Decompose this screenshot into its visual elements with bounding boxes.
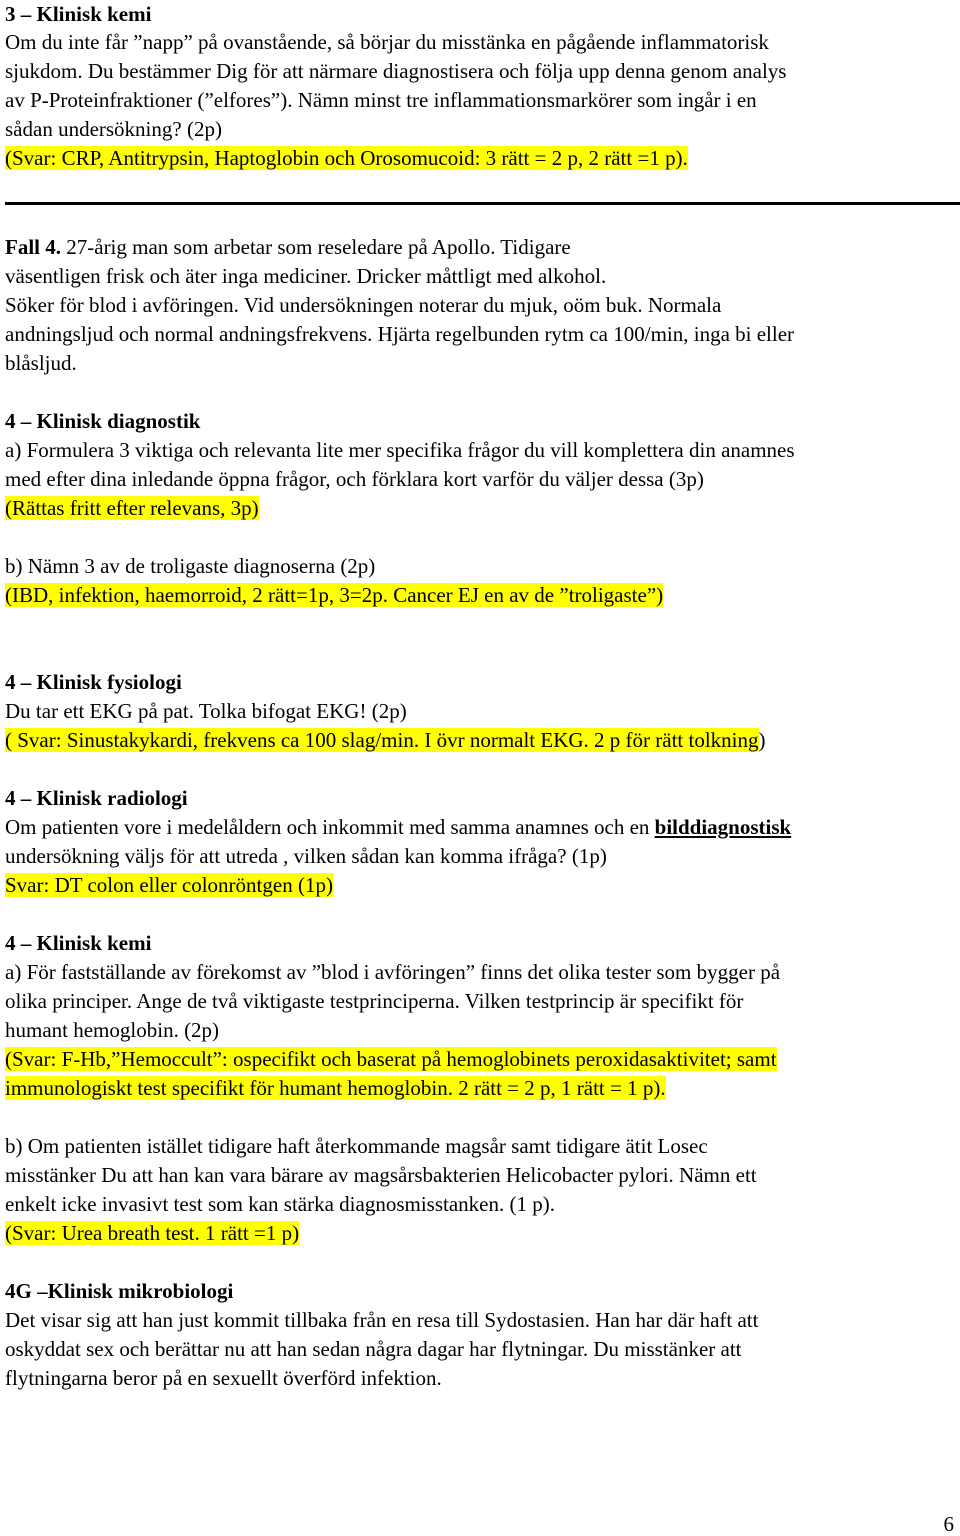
body-text: b) Nämn 3 av de troligaste diagnoserna (2p) bbox=[5, 554, 376, 578]
body-text: Om du inte får ”napp” på ovanstående, så börjar du misstänka en pågående inflammatorisk bbox=[5, 30, 769, 54]
answer-line bbox=[5, 1219, 299, 1248]
body-text: misstänker Du att han kan vara bärare av magsårsbakterien Helicobacter pylori. Nämn ett bbox=[5, 1163, 757, 1187]
section-heading: 4 – Klinisk kemi bbox=[5, 931, 152, 955]
answer-line bbox=[5, 871, 333, 900]
body-text: undersökning väljs för att utreda , vilken sådan kan komma ifråga? (1p) bbox=[5, 844, 607, 868]
body-text: blåsljud. bbox=[5, 351, 77, 375]
section-heading: 4 – Klinisk fysiologi bbox=[5, 670, 182, 694]
body-text: oskyddat sex och berättar nu att han sedan några dagar har flytningar. Du misstänker att bbox=[5, 1337, 742, 1361]
answer-highlight: (Svar: CRP, Antitrypsin, Haptoglobin och Orosomucoid: 3 rätt = 2 p, 2 rätt =1 p). bbox=[5, 146, 688, 170]
body-text-part: Om patienten vore i medelåldern och inkommit med samma anamnes och en bbox=[5, 815, 655, 839]
section-divider bbox=[5, 202, 960, 205]
case-label: Fall 4. bbox=[5, 235, 61, 259]
answer-line bbox=[5, 726, 766, 755]
body-text: Söker för blod i avföringen. Vid undersökningen noterar du mjuk, oöm buk. Normala bbox=[5, 293, 722, 317]
body-text: Det visar sig att han just kommit tillbaka från en resa till Sydostasien. Han har där haft att bbox=[5, 1308, 759, 1332]
body-text: av P-Proteinfraktioner (”elfores”). Nämn minst tre inflammationsmarkörer som ingår i en bbox=[5, 88, 757, 112]
answer-line bbox=[5, 144, 688, 173]
body-text: med efter dina inledande öppna frågor, och förklara kort varför du väljer dessa (3p) bbox=[5, 467, 704, 491]
answer-highlight: immunologiskt test specifikt för humant hemoglobin. 2 rätt = 2 p, 1 rätt = 1 p). bbox=[5, 1076, 666, 1100]
underlined-term: bilddiagnostisk bbox=[654, 815, 792, 839]
body-text: a) Formulera 3 viktiga och relevanta lite mer specifika frågor du vill komplettera din anamnes bbox=[5, 438, 795, 462]
answer-line bbox=[5, 581, 663, 610]
answer-highlight: ( Svar: Sinustakykardi, frekvens ca 100 slag/min. I övr normalt EKG. 2 p för rätt tolkning bbox=[5, 728, 759, 752]
body-text: sådan undersökning? (2p) bbox=[5, 117, 222, 141]
body-text: andningsljud och normal andningsfrekvens. Hjärta regelbunden rytm ca 100/min, inga bi eller bbox=[5, 322, 795, 346]
body-text: sjukdom. Du bestämmer Dig för att närmare diagnostisera och följa upp denna genom analys bbox=[5, 59, 787, 83]
answer-line bbox=[5, 494, 259, 523]
section-heading: 4 – Klinisk diagnostik bbox=[5, 409, 201, 433]
section-heading: 4 – Klinisk radiologi bbox=[5, 786, 188, 810]
body-text bbox=[5, 813, 791, 842]
body-text: väsentligen frisk och äter inga mediciner. Dricker måttligt med alkohol. bbox=[5, 264, 607, 288]
answer-highlight: (Svar: F-Hb,”Hemoccult”: ospecifikt och baserat på hemoglobinets peroxidasaktivitet; samt bbox=[5, 1047, 777, 1071]
answer-highlight: (IBD, infektion, haemorroid, 2 rätt=1p, 3=2p. Cancer EJ en av de ”troligaste”) bbox=[5, 583, 664, 607]
body-text: humant hemoglobin. (2p) bbox=[5, 1018, 220, 1042]
answer-highlight: (Svar: Urea breath test. 1 rätt =1 p) bbox=[5, 1221, 300, 1245]
answer-highlight: (Rättas fritt efter relevans, 3p) bbox=[5, 496, 259, 520]
answer-tail: ) bbox=[758, 728, 766, 752]
answer-line bbox=[5, 1045, 777, 1074]
page-number: 6 bbox=[943, 1512, 954, 1536]
answer-line bbox=[5, 1074, 666, 1103]
body-text: enkelt icke invasivt test som kan stärka diagnosmisstanken. (1 p). bbox=[5, 1192, 555, 1216]
answer-highlight: Svar: DT colon eller colonröntgen (1p) bbox=[5, 873, 333, 897]
body-text: a) För fastställande av förekomst av ”blod i avföringen” finns det olika tester som bygger på bbox=[5, 960, 781, 984]
body-text: 27-årig man som arbetar som reseledare på Apollo. Tidigare bbox=[66, 235, 571, 259]
body-text: Du tar ett EKG på pat. Tolka bifogat EKG! (2p) bbox=[5, 699, 407, 723]
body-text: olika principer. Ange de två viktigaste testprinciperna. Vilken testprincip är specifikt för bbox=[5, 989, 744, 1013]
case-intro bbox=[5, 233, 571, 262]
section-heading: 3 – Klinisk kemi bbox=[5, 2, 152, 26]
body-text: b) Om patienten istället tidigare haft återkommande magsår samt tidigare ätit Losec bbox=[5, 1134, 708, 1158]
body-text: flytningarna beror på en sexuellt överförd infektion. bbox=[5, 1366, 442, 1390]
section-heading: 4G –Klinisk mikrobiologi bbox=[5, 1279, 234, 1303]
